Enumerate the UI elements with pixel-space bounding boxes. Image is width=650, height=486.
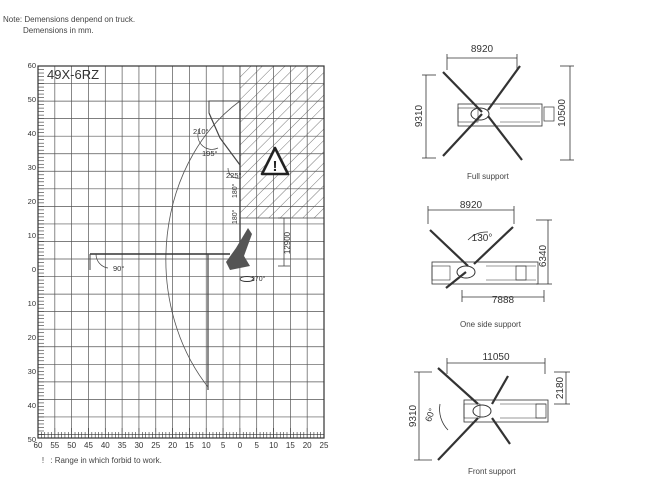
dim-label-12900: 12900 [283, 231, 292, 255]
y-tick-label: 40 [27, 129, 36, 138]
x-tick-label: 5 [220, 441, 226, 450]
x-tick-label: 25 [151, 441, 161, 450]
boom-top-fold [209, 101, 240, 113]
x-tick-label: 20 [168, 441, 178, 450]
x-tick-label: 20 [302, 441, 312, 450]
x-tick-label: 55 [50, 441, 60, 450]
caption-full-support: Full support [467, 172, 509, 181]
angle-130: 130° [471, 233, 493, 244]
angle-label-180-upper: 180° [232, 183, 239, 198]
x-tick-label: 60 [33, 441, 43, 450]
dim-2180: 2180 [555, 376, 566, 400]
x-tick-label: 50 [67, 441, 77, 450]
y-tick-label: 50 [27, 95, 36, 104]
angle-label-225: 225° [226, 171, 242, 180]
x-tick-label: 30 [134, 441, 144, 450]
y-axis-labels [28, 61, 36, 444]
y-tick-label: 30 [27, 163, 36, 172]
x-tick-label: 0 [237, 441, 243, 450]
truck-cab-front [536, 404, 546, 418]
warning-mark: ! [272, 158, 278, 175]
dim-7888: 7888 [491, 295, 515, 306]
dim-10500: 10500 [557, 99, 568, 127]
warning-legend-icon: ! [41, 456, 45, 465]
angle-arc-60 [440, 404, 448, 430]
x-tick-label: 10 [201, 441, 211, 450]
outrigger-front-left [443, 72, 482, 112]
dim-8920-full: 8920 [470, 44, 494, 55]
x-tick-label: 5 [254, 441, 259, 450]
model-label: 49X-6RZ [47, 67, 100, 82]
front-support-diagram [414, 358, 570, 460]
angle-60: 60° [423, 406, 438, 424]
angle-label-90: 90° [113, 264, 125, 273]
dim-6340: 6340 [538, 244, 549, 268]
angle-label-180-lower: 180° [232, 209, 239, 224]
x-tick-label: 35 [117, 441, 127, 450]
outrigger-front-right [488, 66, 520, 110]
note-line-2: Demensions in mm. [23, 26, 94, 35]
one-side-support-diagram [428, 206, 552, 302]
y-tick-label: 10 [27, 231, 36, 240]
caption-one-side-support: One side support [460, 320, 521, 329]
truck-body-side [432, 262, 538, 284]
y-tick-label: 50 [27, 435, 36, 444]
reach-arc [166, 101, 240, 387]
outrigger-front-a [438, 368, 478, 404]
angle-label-270: 270° [251, 276, 266, 283]
angle-arc-90 [96, 254, 108, 268]
outrigger-rear-left [443, 114, 482, 156]
angle-label-210: 210° [193, 127, 209, 136]
turret-front [473, 405, 491, 417]
outrigger-rear-right [488, 116, 522, 160]
y-tick-label: 10 [27, 299, 36, 308]
caption-front-support: Front support [468, 467, 516, 476]
y-tick-label: 0 [31, 265, 36, 274]
warning-legend-text: Range in which forbid to work. [54, 456, 162, 465]
dim-8920-side: 8920 [459, 200, 483, 211]
x-tick-label: 15 [285, 441, 295, 450]
dim-9310-full: 9310 [414, 104, 425, 128]
x-tick-label: 40 [100, 441, 110, 450]
x-tick-label: 45 [84, 441, 93, 450]
y-tick-label: 20 [27, 333, 36, 342]
x-axis-labels [34, 441, 329, 450]
angle-label-195: 195° [202, 149, 218, 158]
y-tick-label: 60 [27, 61, 36, 70]
y-tick-label: 20 [27, 197, 36, 206]
truck-mast [226, 228, 252, 270]
x-tick-label: 10 [269, 441, 278, 450]
note-line-1: Note: Demensions denpend on truck. [3, 15, 136, 24]
y-tick-label: 30 [27, 367, 36, 376]
truck-cab-side [516, 266, 526, 280]
warning-legend: ! : Range in which forbid to work. [38, 456, 162, 465]
working-range-chart [28, 61, 329, 450]
full-support-diagram [422, 54, 574, 160]
forbidden-zone [240, 66, 324, 218]
x-tick-label: 25 [319, 441, 329, 450]
outrigger-side-front-left [430, 230, 468, 266]
dim-11050: 11050 [482, 352, 510, 363]
y-tick-label: 40 [27, 401, 36, 410]
truck-cab-full [544, 107, 554, 121]
dim-9310-front: 9310 [408, 404, 419, 428]
x-tick-label: 15 [184, 441, 194, 450]
